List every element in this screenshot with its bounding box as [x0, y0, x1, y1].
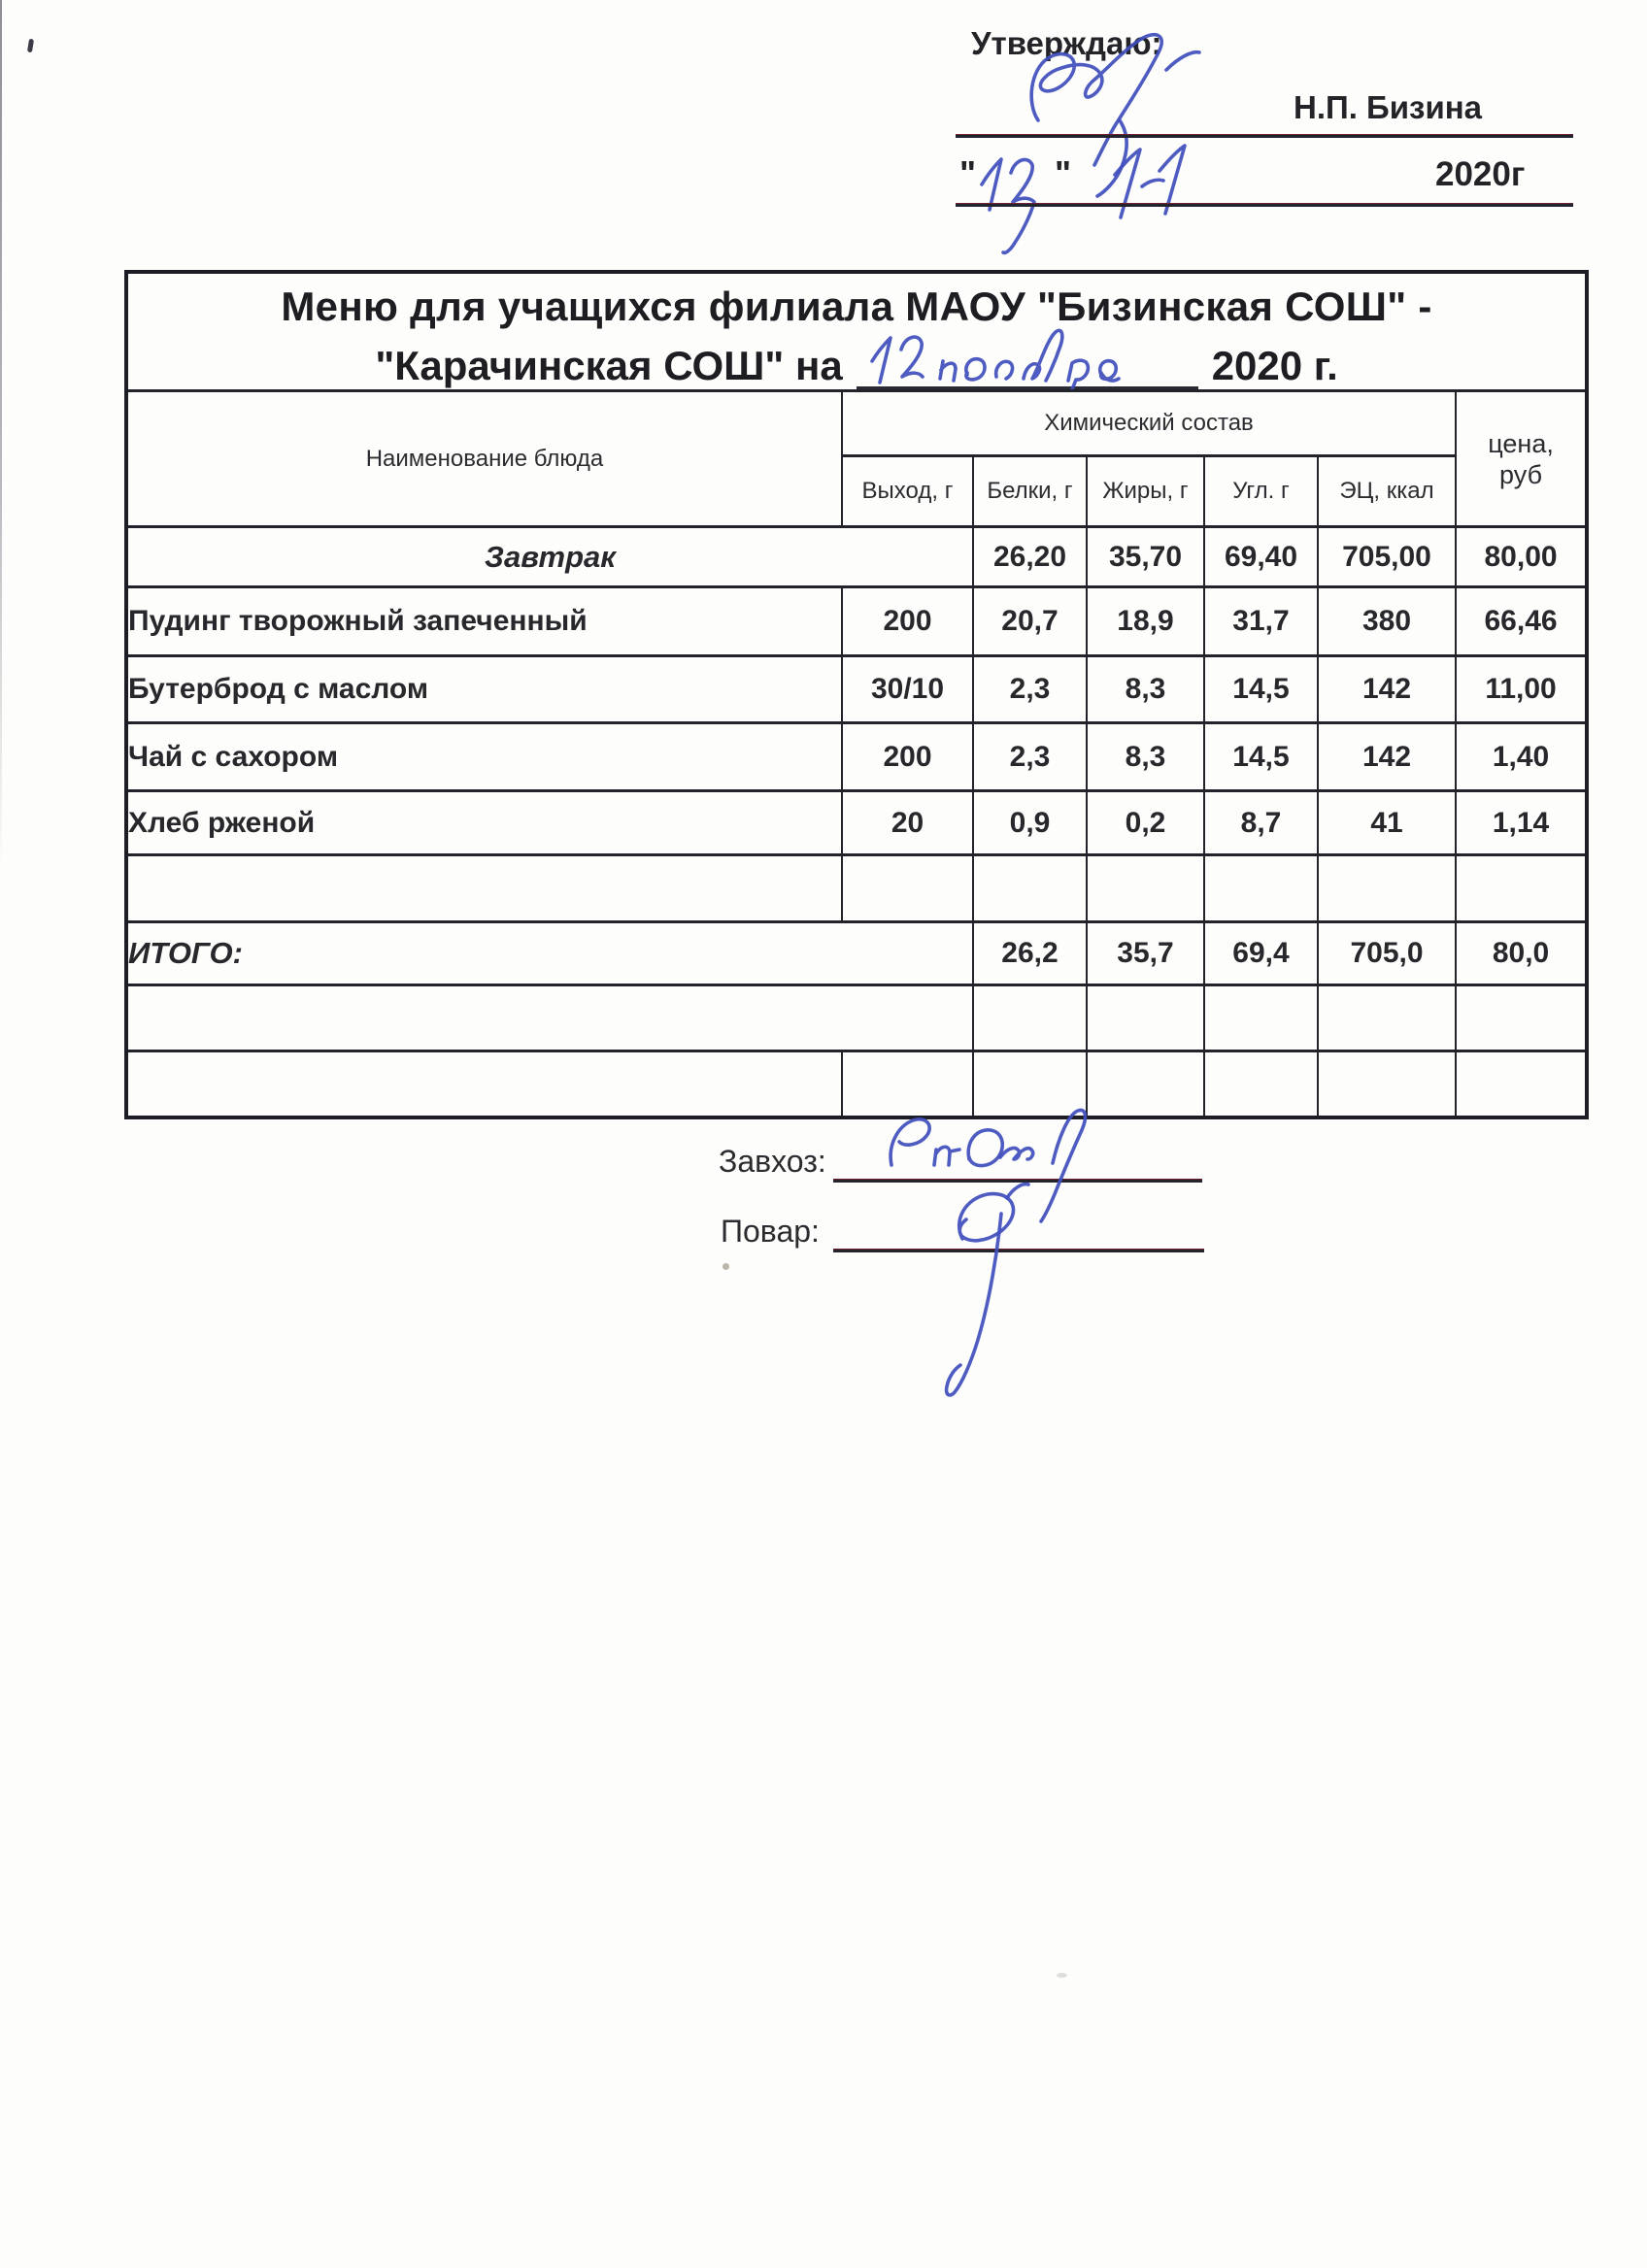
- cell-carbs: 69,4: [1204, 922, 1318, 985]
- page-title-line2-suffix: 2020 г.: [1211, 343, 1338, 388]
- empty-cell: [1087, 985, 1204, 1051]
- col-header-carbs: Угл. г: [1204, 456, 1318, 527]
- cell-protein: 2,3: [973, 656, 1087, 723]
- col-header-chem: Химический состав: [842, 391, 1456, 456]
- cell-price: 1,40: [1456, 723, 1587, 791]
- dish-name: Бутерброд с маслом: [126, 656, 842, 723]
- empty-row: [126, 855, 1587, 922]
- empty-cell: [973, 855, 1087, 922]
- scan-speck: [1057, 1973, 1067, 1978]
- cell-fat: 8,3: [1087, 723, 1204, 791]
- menu-title-cell: [126, 272, 1587, 391]
- section-row: [126, 527, 1587, 587]
- table-row: [126, 656, 1587, 723]
- scan-speck: [27, 39, 34, 53]
- price-header-line1: цена,: [1488, 428, 1554, 458]
- povar-label: Повар:: [721, 1214, 820, 1249]
- cell-out: 200: [842, 723, 973, 791]
- empty-cell: [973, 985, 1087, 1051]
- table-row: [126, 723, 1587, 791]
- empty-cell: [842, 855, 973, 922]
- zavhoz-label: Завхоз:: [719, 1144, 826, 1179]
- date-quote-open: ": [959, 153, 977, 193]
- cell-fat: 35,7: [1087, 922, 1204, 985]
- price-header-line2: руб: [1499, 459, 1543, 489]
- cell-protein: 20,7: [973, 587, 1087, 656]
- dish-name: Хлеб рженой: [126, 791, 842, 855]
- cell-out: 20: [842, 791, 973, 855]
- cell-fat: 35,70: [1087, 527, 1204, 587]
- cell-price: 80,00: [1456, 527, 1587, 587]
- cell-energy: 142: [1318, 656, 1456, 723]
- signature-line: [956, 134, 1573, 138]
- empty-cell: [1318, 1051, 1456, 1117]
- col-header-fat: Жиры, г: [1087, 456, 1204, 527]
- dish-name: Чай с сахором: [126, 723, 842, 791]
- cell-out: 200: [842, 587, 973, 656]
- empty-cell: [126, 985, 973, 1051]
- total-label: ИТОГО:: [126, 922, 973, 985]
- cell-price: 1,14: [1456, 791, 1587, 855]
- cell-carbs: 14,5: [1204, 723, 1318, 791]
- approver-name: Н.П. Бизина: [1294, 89, 1483, 125]
- cell-protein: 2,3: [973, 723, 1087, 791]
- section-name: Завтрак: [126, 527, 973, 587]
- cell-carbs: 31,7: [1204, 587, 1318, 656]
- approval-year: 2020г: [1435, 155, 1526, 193]
- total-row: [126, 922, 1587, 985]
- cell-protein: 0,9: [973, 791, 1087, 855]
- date-line: [956, 203, 1573, 207]
- empty-cell: [1456, 985, 1587, 1051]
- cell-price: 66,46: [1456, 587, 1587, 656]
- col-header-protein: Белки, г: [973, 456, 1087, 527]
- cell-fat: 0,2: [1087, 791, 1204, 855]
- empty-cell: [1204, 985, 1318, 1051]
- cell-carbs: 69,40: [1204, 527, 1318, 587]
- dish-name: Пудинг творожный запеченный: [126, 587, 842, 656]
- cell-fat: 8,3: [1087, 656, 1204, 723]
- povar-signature-icon: [906, 1175, 1052, 1408]
- empty-cell: [1204, 1051, 1318, 1117]
- handwritten-day-icon: [966, 146, 1063, 257]
- empty-row: [126, 1051, 1587, 1117]
- cell-energy: 41: [1318, 791, 1456, 855]
- cell-price: 80,0: [1456, 922, 1587, 985]
- handwritten-title-date-icon: [858, 324, 1150, 391]
- empty-cell: [1318, 985, 1456, 1051]
- col-header-dish: Наименование блюда: [126, 391, 842, 527]
- cell-carbs: 8,7: [1204, 791, 1318, 855]
- empty-cell: [1204, 855, 1318, 922]
- col-header-out: Выход, г: [842, 456, 973, 527]
- empty-cell: [126, 1051, 842, 1117]
- cell-fat: 18,9: [1087, 587, 1204, 656]
- cell-out: 30/10: [842, 656, 973, 723]
- cell-protein: 26,2: [973, 922, 1087, 985]
- scan-speck: [723, 1263, 729, 1270]
- empty-row: [126, 985, 1587, 1051]
- empty-cell: [1087, 855, 1204, 922]
- title-date-underline: [857, 336, 1198, 389]
- page-title-line2-prefix: "Карачинская СОШ" на: [375, 343, 843, 388]
- cell-energy: 705,0: [1318, 922, 1456, 985]
- cell-energy: 705,00: [1318, 527, 1456, 587]
- empty-cell: [1456, 1051, 1587, 1117]
- cell-energy: 380: [1318, 587, 1456, 656]
- cell-carbs: 14,5: [1204, 656, 1318, 723]
- empty-cell: [126, 855, 842, 922]
- cell-energy: 142: [1318, 723, 1456, 791]
- empty-cell: [1456, 855, 1587, 922]
- page-title-line1: Меню для учащихся филиала МАОУ "Бизинская СОШ" -: [281, 284, 1432, 329]
- table-row: [126, 587, 1587, 656]
- menu-table: [124, 270, 1589, 1119]
- cell-price: 11,00: [1456, 656, 1587, 723]
- approve-label: Утверждаю:: [971, 25, 1162, 61]
- table-row: [126, 791, 1587, 855]
- scan-edge-artifact: [0, 0, 2, 874]
- col-header-price: [1456, 391, 1587, 527]
- col-header-energy: ЭЦ, ккал: [1318, 456, 1456, 527]
- date-quote-close: ": [1055, 153, 1072, 193]
- cell-protein: 26,20: [973, 527, 1087, 587]
- empty-cell: [1318, 855, 1456, 922]
